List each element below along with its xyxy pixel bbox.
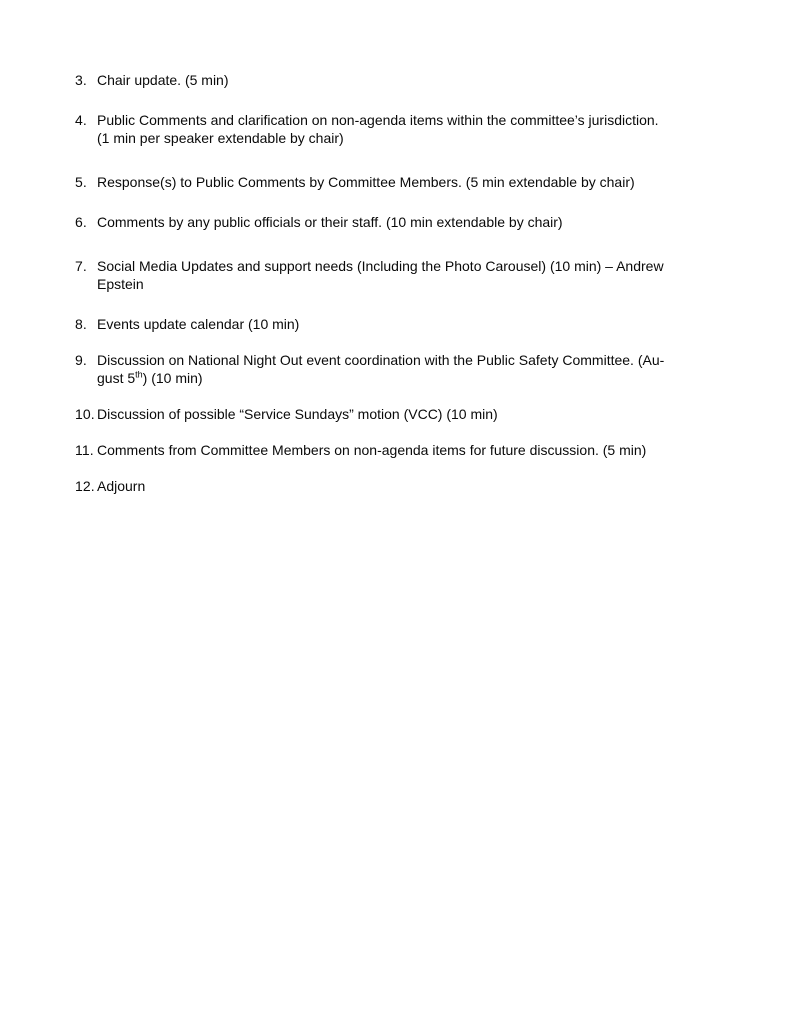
list-item — [75, 173, 765, 191]
item-text-line: Chair update. (5 min) — [97, 72, 229, 88]
item-text-line: Social Media Updates and support needs (Including the Photo Carousel) (10 min) – Andrew — [97, 258, 664, 274]
item-number: 7. — [75, 258, 87, 274]
item-text — [97, 351, 765, 387]
item-number: 10. — [75, 406, 95, 422]
item-text — [97, 257, 765, 293]
item-text — [97, 477, 765, 495]
item-text-line: Comments from Committee Members on non-agenda items for future discussion. (5 min) — [97, 442, 647, 458]
item-text — [97, 71, 765, 89]
list-item — [75, 351, 765, 387]
item-text-line: Response(s) to Public Comments by Committee Members. (5 min extendable by chair) — [97, 174, 635, 190]
list-item — [75, 213, 765, 231]
item-text-line: (1 min per speaker extendable by chair) — [97, 130, 344, 146]
item-number: 8. — [75, 316, 87, 332]
item-text-line: Discussion on National Night Out event coordination with the Public Safety Committee. (Au- — [97, 352, 665, 368]
list-item — [75, 405, 765, 423]
item-text-line: Discussion of possible “Service Sundays” motion (VCC) (10 min) — [97, 406, 498, 422]
agenda-list — [75, 71, 765, 513]
list-item — [75, 71, 765, 89]
item-text-line: gust 5th) (10 min) — [97, 369, 203, 386]
item-number: 3. — [75, 72, 87, 88]
item-text — [97, 111, 765, 147]
item-text-line: Comments by any public officials or their staff. (10 min extendable by chair) — [97, 214, 563, 230]
item-text — [97, 173, 765, 191]
item-text-line: Epstein — [97, 276, 144, 292]
item-number: 11. — [75, 442, 94, 458]
item-number: 6. — [75, 214, 87, 230]
item-text-line: Public Comments and clarification on non-agenda items within the committee’s jurisdiction. — [97, 112, 659, 128]
item-number: 5. — [75, 174, 87, 190]
item-text — [97, 441, 765, 459]
item-text-line: Adjourn — [97, 478, 146, 494]
list-item — [75, 477, 765, 495]
item-text — [97, 315, 765, 333]
list-item — [75, 257, 765, 293]
list-item — [75, 441, 765, 459]
list-item — [75, 315, 765, 333]
item-text — [97, 405, 765, 423]
item-number: 4. — [75, 112, 87, 128]
item-text-line: Events update calendar (10 min) — [97, 316, 300, 332]
list-item — [75, 111, 765, 147]
item-number: 12. — [75, 478, 95, 494]
item-number: 9. — [75, 352, 87, 368]
item-text — [97, 213, 765, 231]
